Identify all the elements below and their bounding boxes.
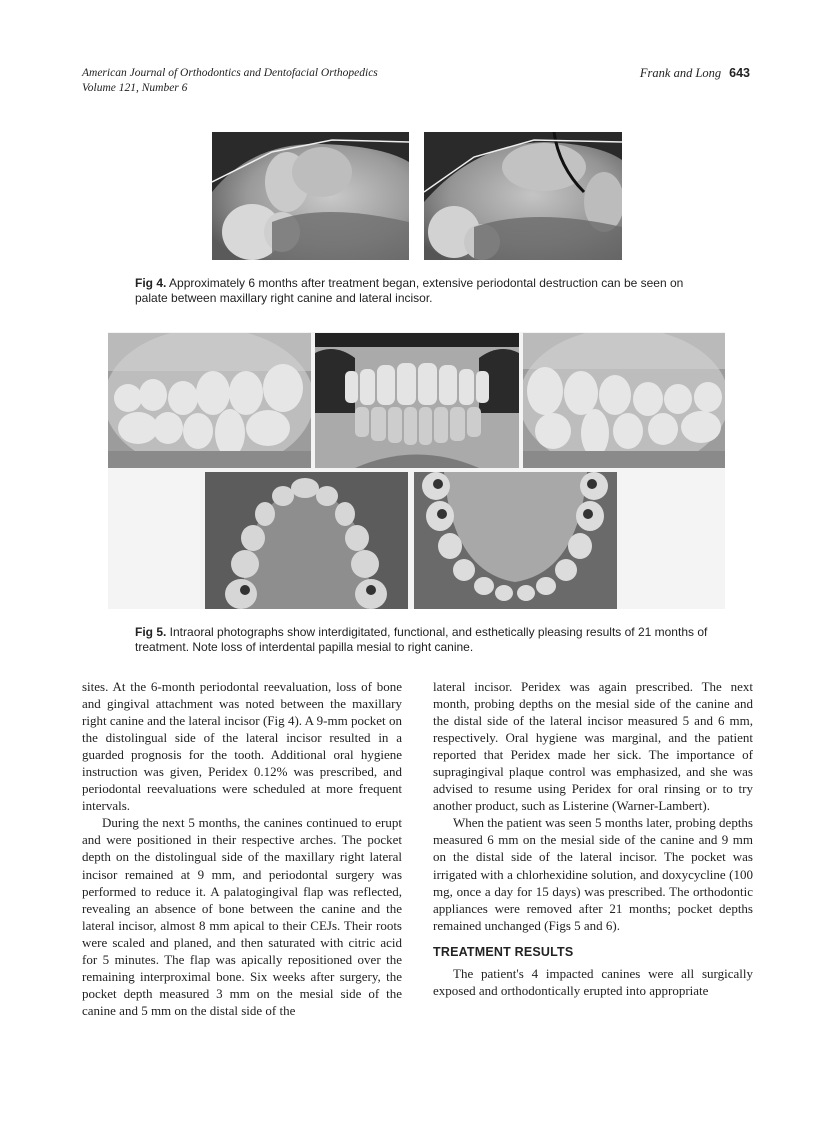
teeth-photo-icon bbox=[414, 472, 617, 609]
fig5-photo-frontal bbox=[315, 333, 519, 468]
paragraph: During the next 5 months, the canines continued to erupt and were positioned in their respective arches. The pocket depth on the distolingual side of the maxillary right lateral incisor remained at 9 mm, and periodontal surgery was performed to reduce it. A palatogingival flap was reflected, revealing an absence of bone between the canine and the lateral incisor, almost 8 mm apical to their CEJs. Their roots were scaled and planed, and then saturated with citric acid for 5 minutes. The flap was apically repositioned over the remaining interproximal bone. Six weeks after surgery, the pocket depth measured 3 mm on the mesial side of the canine and 5 mm on the distal side of the bbox=[82, 815, 402, 1018]
palatal-photo-icon bbox=[424, 132, 622, 260]
fig4-caption-text: Approximately 6 months after treatment began, extensive periodontal destruction can be seen on palate between maxillary right canine and lateral incisor. bbox=[135, 276, 684, 305]
paragraph: lateral incisor. Peridex was again prescribed. The next month, probing depths on the mesial side of the canine and the distal side of the lateral incisor measured 5 and 6 mm, respectively. Oral hygiene was marginal, and the patient reported that Peridex made her sick. The importance of supragingival plaque control was emphasized, and she was advised to resume using Peridex for oral rinsing or to try another product, such as Listerine (Warner-Lambert). bbox=[433, 679, 753, 814]
running-header-authors bbox=[640, 66, 750, 81]
fig4-caption bbox=[135, 276, 715, 306]
paragraph: sites. At the 6-month periodontal reevaluation, loss of bone and gingival attachment was noted between the maxillary right canine and the lateral incisor (Fig 4). A 9-mm pocket on the distolingual side of the lateral incisor resulted in a guarded prognosis for the tooth. Additional oral hygiene instruction was given, Peridex 0.12% was prescribed, and periodontal reevaluations were scheduled at more frequent intervals. bbox=[82, 679, 402, 814]
paragraph: When the patient was seen 5 months later, probing depths measured 6 mm on the mesial side of the canine and 9 mm on the distal side of the lateral incisor. The pocket was irrigated with a chlorhexidine solution, and doxycycline (100 mg, once a day for 15 days) was prescribed. The orthodontic appliances were removed after 21 months; pocket depths remained unchanged (Figs 5 and 6). bbox=[433, 815, 753, 933]
teeth-photo-icon bbox=[315, 333, 519, 468]
running-header-journal bbox=[82, 66, 378, 96]
fig5-label: Fig 5. bbox=[135, 625, 167, 639]
journal-title: American Journal of Orthodontics and Dentofacial Orthopedics bbox=[82, 67, 378, 79]
fig4-photo-left bbox=[212, 132, 409, 260]
palatal-photo-icon bbox=[212, 132, 409, 260]
body-right-column bbox=[433, 678, 753, 999]
fig5-caption bbox=[135, 625, 715, 655]
fig5-photo-mandibular-occlusal bbox=[414, 472, 617, 609]
journal-volume: Volume 121, Number 6 bbox=[82, 82, 188, 94]
teeth-photo-icon bbox=[205, 472, 408, 609]
fig5-caption-text: Intraoral photographs show interdigitated, functional, and esthetically pleasing results of 21 months of treatment. Note loss of interdental papilla mesial to right canine. bbox=[135, 625, 708, 654]
fig5-photo-right-buccal bbox=[108, 333, 311, 468]
fig5-photo-maxillary-occlusal bbox=[205, 472, 408, 609]
body-left-column bbox=[82, 678, 402, 1019]
page-number: 643 bbox=[729, 66, 750, 80]
fig4-photo-right bbox=[424, 132, 622, 260]
fig4-label: Fig 4. bbox=[135, 276, 167, 290]
teeth-photo-icon bbox=[108, 333, 311, 468]
teeth-photo-icon bbox=[523, 333, 725, 468]
fig5-photo-left-buccal bbox=[523, 333, 725, 468]
paragraph: The patient's 4 impacted canines were all surgically exposed and orthodontically erupted into appropriate bbox=[433, 965, 753, 998]
section-heading: TREATMENT RESULTS bbox=[433, 944, 574, 959]
authors: Frank and Long bbox=[639, 66, 722, 80]
